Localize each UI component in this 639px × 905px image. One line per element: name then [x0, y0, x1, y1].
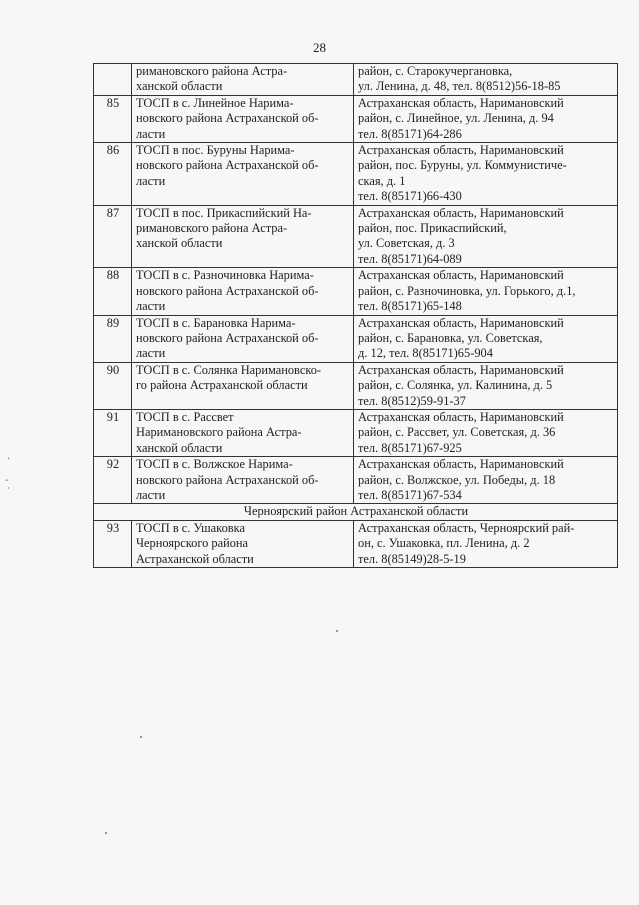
- row-number-cell: 93: [94, 520, 132, 567]
- table-row: [94, 315, 618, 362]
- table-row: [94, 409, 618, 456]
- name-cell: ТОСП в с. Рассвет Наримановского района Астра- ханской области: [132, 409, 354, 456]
- table-row: [94, 362, 618, 409]
- row-number-cell: [94, 64, 132, 96]
- table-row: [94, 205, 618, 268]
- name-cell: ТОСП в с. Ушаковка Черноярского района Астраханской области: [132, 520, 354, 567]
- address-cell: Астраханская область, Черноярский рай- он, с. Ушаковка, пл. Ленина, д. 2 тел. 8(85149)28-5-19: [354, 520, 618, 567]
- address-cell: Астраханская область, Наримановский район, с. Барановка, ул. Советская, д. 12, тел. 8(85171)65-904: [354, 315, 618, 362]
- scan-mark: -: [5, 475, 9, 486]
- row-number-cell: 90: [94, 362, 132, 409]
- address-cell: Астраханская область, Наримановский район, с. Солянка, ул. Калинина, д. 5 тел. 8(8512)59-91-37: [354, 362, 618, 409]
- region-header: Черноярский район Астраханской области: [94, 504, 618, 520]
- scan-mark: ·: [7, 454, 11, 465]
- address-cell: Астраханская область, Наримановский район, пос. Буруны, ул. Коммунистиче- ская, д. 1 тел. 8(85171)66-430: [354, 143, 618, 206]
- row-number-cell: 92: [94, 457, 132, 504]
- table-row-continuation: [94, 64, 618, 96]
- table-row: [94, 457, 618, 504]
- table-row: [94, 520, 618, 567]
- scan-mark: ˙: [6, 487, 11, 498]
- name-cell: ТОСП в с. Волжское Нарима- новского района Астраханской об- ласти: [132, 457, 354, 504]
- table-row: [94, 95, 618, 142]
- row-number-cell: 87: [94, 205, 132, 268]
- name-cell: ТОСП в пос. Прикаспийский На- римановского района Астра- ханской области: [132, 205, 354, 268]
- scan-dot: [140, 736, 142, 738]
- address-cell: Астраханская область, Наримановский район, с. Рассвет, ул. Советская, д. 36 тел. 8(85171)67-925: [354, 409, 618, 456]
- table-row: [94, 268, 618, 315]
- name-cell: римановского района Астра- ханской области: [132, 64, 354, 96]
- row-number-cell: 86: [94, 143, 132, 206]
- page-number: 28: [313, 40, 326, 55]
- address-cell: Астраханская область, Наримановский район, пос. Прикаспийский, ул. Советская, д. 3 тел. 8(85171)64-089: [354, 205, 618, 268]
- row-number-cell: 89: [94, 315, 132, 362]
- row-number-cell: 88: [94, 268, 132, 315]
- name-cell: ТОСП в с. Солянка Наримановско- го района Астраханской области: [132, 362, 354, 409]
- name-cell: ТОСП в с. Линейное Нарима- новского района Астраханской об- ласти: [132, 95, 354, 142]
- address-cell: район, с. Старокучергановка, ул. Ленина, д. 48, тел. 8(8512)56-18-85: [354, 64, 618, 96]
- name-cell: ТОСП в пос. Буруны Нарима- новского района Астраханской об- ласти: [132, 143, 354, 206]
- table-row: [94, 143, 618, 206]
- address-cell: Астраханская область, Наримановский район, с. Линейное, ул. Ленина, д. 94 тел. 8(85171)64-286: [354, 95, 618, 142]
- row-number-cell: 85: [94, 95, 132, 142]
- address-cell: Астраханская область, Наримановский район, с. Разночиновка, ул. Горького, д.1, тел. 8(85171)65-148: [354, 268, 618, 315]
- name-cell: ТОСП в с. Барановка Нарима- новского района Астраханской об- ласти: [132, 315, 354, 362]
- name-cell: ТОСП в с. Разночиновка Нарима- новского района Астраханской об- ласти: [132, 268, 354, 315]
- address-cell: Астраханская область, Наримановский район, с. Волжское, ул. Победы, д. 18 тел. 8(85171)67-534: [354, 457, 618, 504]
- scan-dot: [336, 630, 338, 632]
- row-number-cell: 91: [94, 409, 132, 456]
- region-header-row: [94, 504, 618, 520]
- registry-table: [93, 63, 618, 568]
- scan-dot: [105, 832, 107, 834]
